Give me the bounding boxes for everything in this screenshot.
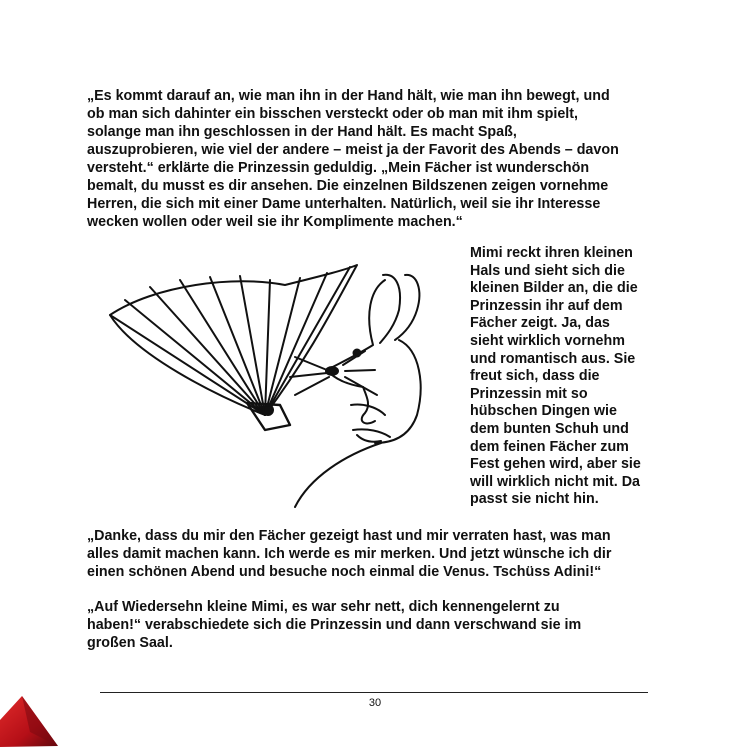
text-line: Hals und sieht sich die — [470, 262, 625, 279]
text-line: auszuprobieren, wie viel der andere – meist ja der Favorit des Abends – davon — [87, 142, 619, 158]
text-line: haben!“ verabschiedete sich die Prinzessin und dann verschwand sie im — [87, 617, 582, 633]
text-line: Mimi reckt ihren kleinen — [470, 245, 633, 261]
text-line: versteht.“ erklärte die Prinzessin geduldig. „Mein Fächer ist wunderschön — [87, 160, 590, 176]
text-line: hübschen Dingen wie — [470, 403, 617, 420]
text-line: sieht wirklich vornehm — [470, 332, 625, 349]
text-line: „Es kommt darauf an, wie man ihn in der Hand hält, wie man ihn bewegt, und — [87, 88, 610, 104]
text-line: wecken wollen oder weil sie ihr Komplimente machen.“ — [87, 214, 463, 230]
paragraph-princess-farewell — [87, 598, 662, 652]
text-line: kleinen Bilder an, die die — [470, 280, 638, 297]
text-line: „Auf Wiedersehn kleine Mimi, es war sehr nett, dich kennengelernt zu — [87, 599, 560, 615]
mouse-drawing — [290, 275, 421, 507]
text-line: alles damit machen kann. Ich werde es mir merken. Und jetzt wünsche ich dir — [87, 546, 612, 562]
text-line: Herren, die sich mit einer Dame unterhalten. Natürlich, weil sie ihr Interesse — [87, 196, 601, 212]
paragraph-mimi-thanks — [87, 527, 662, 581]
page-number: 30 — [368, 697, 382, 709]
mouse-with-fan-illustration — [95, 245, 455, 515]
text-line: Prinzessin mit so — [470, 385, 588, 402]
text-line: ob man sich dahinter ein bisschen versteckt oder ob man mit ihm spielt, — [87, 106, 578, 122]
text-line: freut sich, dass die — [470, 368, 600, 385]
text-line: dem bunten Schuh und — [470, 420, 629, 437]
text-line: passt sie nicht hin. — [470, 491, 599, 508]
paragraph-fan-explanation — [87, 87, 662, 231]
text-line: und romantisch aus. Sie — [470, 350, 636, 367]
text-line: Fest gehen wird, aber sie — [470, 456, 641, 473]
text-line: bemalt, du musst es dir ansehen. Die einzelnen Bildszenen zeigen vornehme — [87, 178, 609, 194]
text-line: dem feinen Fächer zum — [470, 438, 629, 455]
fan-drawing — [110, 265, 357, 430]
text-line: einen schönen Abend und besuche noch einmal die Venus. Tschüss Adini!“ — [87, 564, 602, 580]
text-line: „Danke, dass du mir den Fächer gezeigt hast und mir verraten hast, was man — [87, 528, 611, 544]
text-line: will wirklich nicht mit. Da — [470, 473, 641, 490]
text-line: solange man ihn geschlossen in der Hand hält. Es macht Spaß, — [87, 124, 517, 140]
text-line: Prinzessin ihr auf dem — [470, 297, 623, 314]
text-line: großen Saal. — [87, 635, 173, 651]
footer-divider — [100, 692, 648, 693]
page-curl-corner-icon[interactable] — [0, 690, 62, 747]
side-paragraph-mimi — [470, 245, 670, 509]
text-line: Fächer zeigt. Ja, das — [470, 315, 610, 332]
